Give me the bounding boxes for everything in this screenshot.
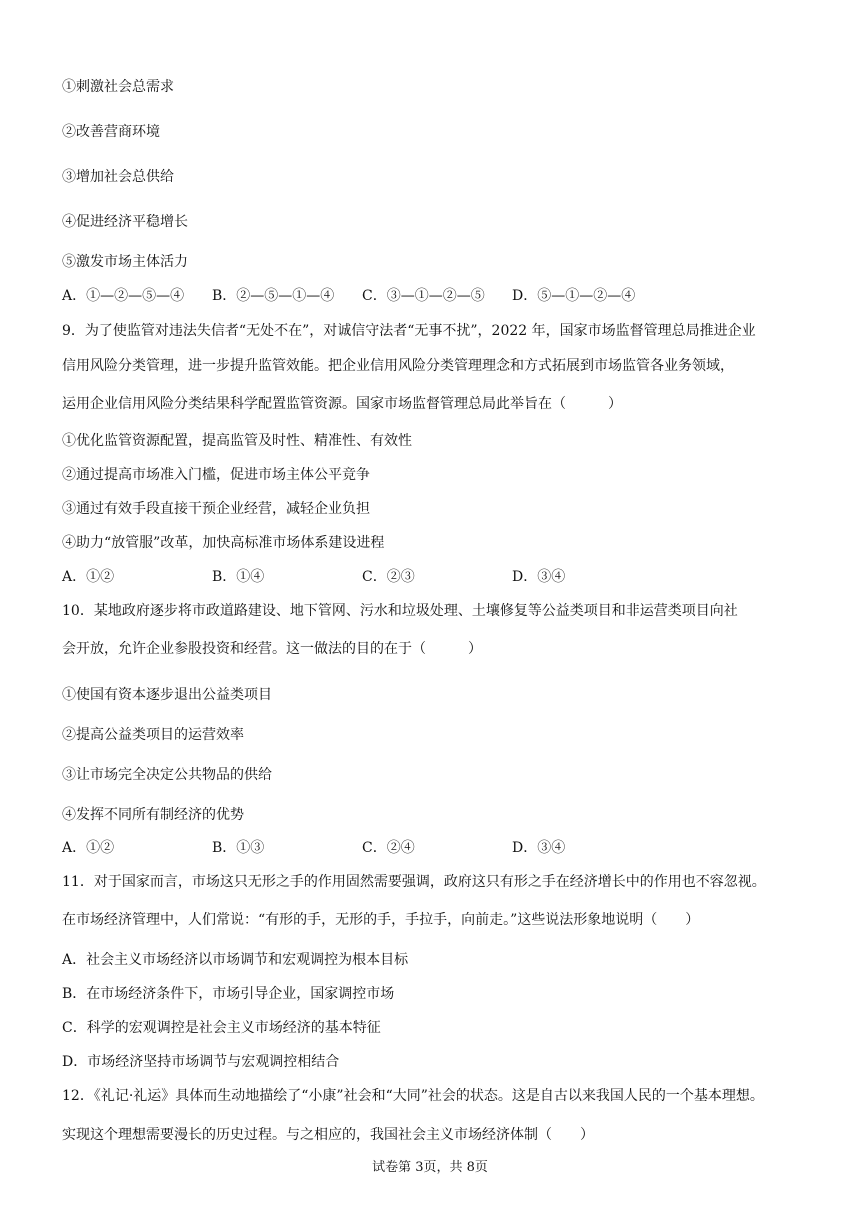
q9-stem-line-1: 9．为了使监管对违法失信者“无处不在”，对诚信守法者“无事不扰”，2022 年，国家市场监督管理总局推进企业 [62, 323, 756, 339]
q8-item-2: ②改善营商环境 [62, 124, 160, 140]
q8-option-c: C．③—①—②—⑤ [362, 288, 485, 304]
q8-item-1: ①刺激社会总需求 [62, 79, 174, 95]
q10-item-1: ①使国有资本逐步退出公益类项目 [62, 687, 272, 703]
q9-option-b: B．①④ [212, 569, 265, 585]
q10-item-3: ③让市场完全决定公共物品的供给 [62, 767, 272, 783]
q10-stem-line-2: 会开放，允许企业参股投资和经营。这一做法的目的在于（ ） [62, 641, 482, 657]
q8-item-3: ③增加社会总供给 [62, 169, 174, 185]
q9-options [62, 567, 802, 587]
q9-option-a: A．①② [62, 569, 115, 585]
q9-item-2: ②通过提高市场准入门槛，促进市场主体公平竞争 [62, 467, 370, 483]
page-footer: 试卷第 3页，共 8页 [372, 1160, 488, 1175]
q8-item-4: ④促进经济平稳增长 [62, 214, 188, 230]
q9-option-c: C．②③ [362, 569, 415, 585]
q11-option-b: B．在市场经济条件下，市场引导企业，国家调控市场 [62, 986, 395, 1002]
q10-option-c: C．②④ [362, 840, 415, 856]
q11-option-a: A．社会主义市场经济以市场调节和宏观调控为根本目标 [62, 952, 409, 968]
q10-item-4: ④发挥不同所有制经济的优势 [62, 807, 244, 823]
q10-option-b: B．①③ [212, 840, 265, 856]
q10-option-d: D．③④ [512, 840, 566, 856]
q8-option-d: D．⑤—①—②—④ [512, 288, 636, 304]
q10-option-a: A．①② [62, 840, 115, 856]
q10-options [62, 838, 802, 858]
q11-stem-line-1: 11．对于国家而言，市场这只无形之手的作用固然需要强调，政府这只有形之手在经济增长中的作用也不容忽视。 [62, 874, 766, 890]
q9-item-1: ①优化监管资源配置，提高监管及时性、精准性、有效性 [62, 433, 412, 449]
q8-option-b: B．②—⑤—①—④ [212, 288, 335, 304]
q9-item-4: ④助力“放管服”改革，加快高标准市场体系建设进程 [62, 535, 385, 551]
q9-option-d: D．③④ [512, 569, 566, 585]
q8-option-a: A．①—②—⑤—④ [62, 288, 185, 304]
q9-item-3: ③通过有效手段直接干预企业经营，减轻企业负担 [62, 501, 370, 517]
q12-stem-line-1: 12．《礼记·礼运》具体而生动地描绘了“小康”社会和“大同”社会的状态。这是自古以来我国人民的一个基本理想。 [62, 1088, 764, 1104]
q11-option-c: C．科学的宏观调控是社会主义市场经济的基本特征 [62, 1020, 381, 1036]
q10-item-2: ②提高公益类项目的运营效率 [62, 727, 244, 743]
q8-options [62, 286, 802, 306]
q9-stem-line-3: 运用企业信用风险分类结果科学配置监管资源。国家市场监督管理总局此举旨在（ ） [62, 396, 622, 412]
q12-stem-line-2: 实现这个理想需要漫长的历史过程。与之相应的，我国社会主义市场经济体制（ ） [62, 1127, 594, 1143]
q9-stem-line-2: 信用风险分类管理，进一步提升监管效能。把企业信用风险分类管理理念和方式拓展到市场监管各业务领域， [62, 358, 734, 374]
q11-option-d: D．市场经济坚持市场调节与宏观调控相结合 [62, 1054, 340, 1070]
q8-item-5: ⑤激发市场主体活力 [62, 254, 188, 270]
q10-stem-line-1: 10．某地政府逐步将市政道路建设、地下管网、污水和垃圾处理、土壤修复等公益类项目和非运营类项目向社 [62, 603, 738, 619]
q11-stem-line-2: 在市场经济管理中，人们常说：“有形的手，无形的手，手拉手，向前走。”这些说法形象地说明（ ） [62, 912, 700, 928]
